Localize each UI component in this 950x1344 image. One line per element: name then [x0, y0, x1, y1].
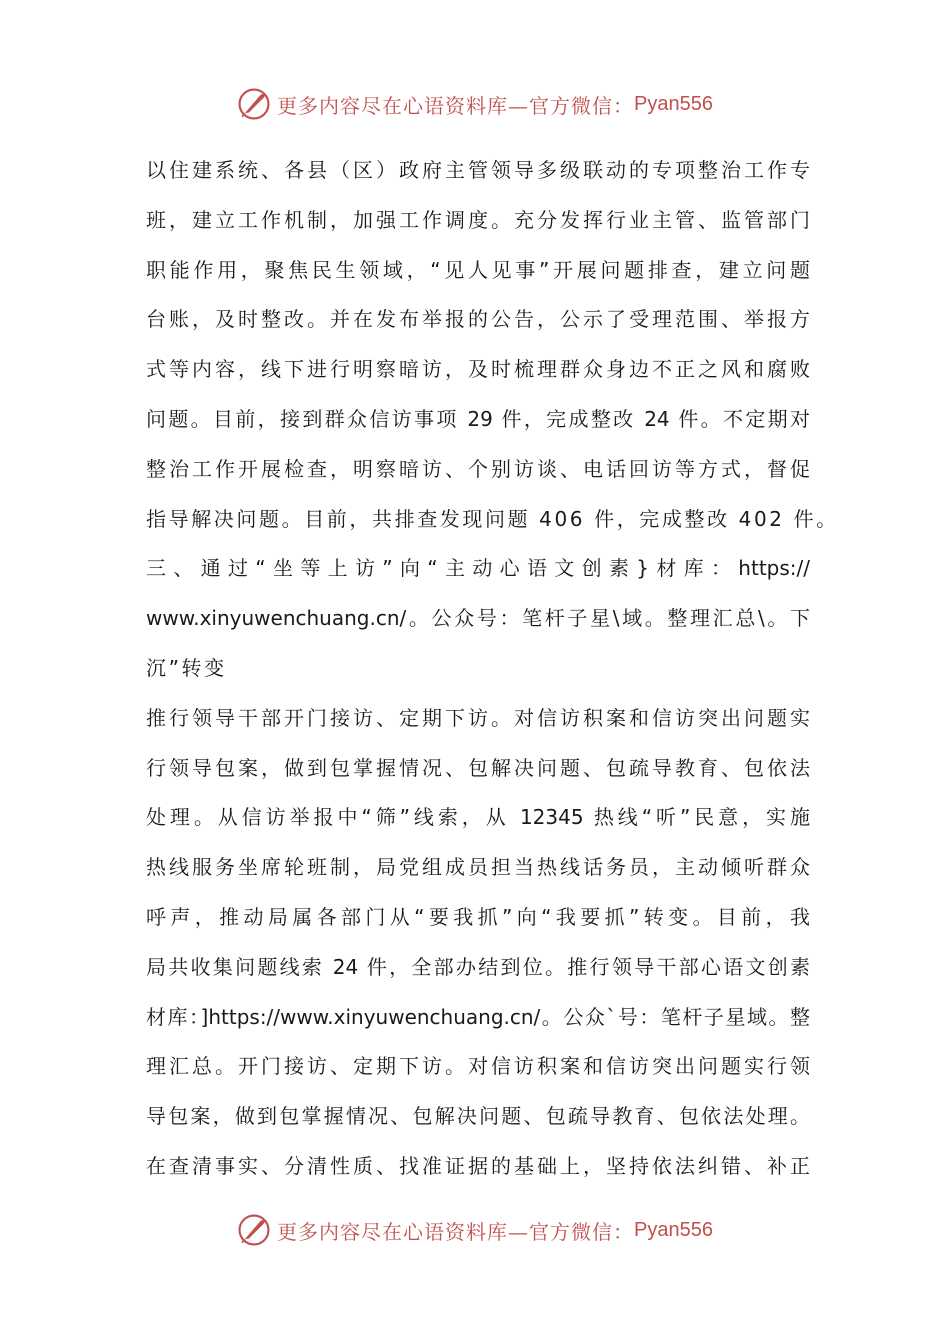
- quill-logo-icon: [237, 87, 271, 121]
- watermark: [237, 87, 713, 121]
- body-line: 整治工作开展检查，明察暗访、个别访谈、电话回访等方式，督促: [146, 456, 810, 481]
- body-line: 台账，及时整改。并在发布举报的公告，公示了受理范围、举报方: [146, 307, 810, 332]
- quill-logo-icon: [237, 1213, 271, 1247]
- body-line: 呼声，推动局属各部门从“要我抓”向“我要抓”转变。目前，我: [146, 904, 810, 929]
- body-line: 材库：]https://www.xinyuwenchuang.cn/。公众`号：笔杆子星域。整: [146, 1004, 810, 1029]
- body-line: 以住建系统、各县（区）政府主管领导多级联动的专项整治工作专: [146, 158, 810, 182]
- watermark-side-text: —官方微信：: [508, 1219, 635, 1244]
- watermark-side-text: —官方微信：: [508, 93, 635, 118]
- body-line: 问题。目前，接到群众信访事项 29 件，完成整改 24 件。不定期对: [146, 406, 810, 431]
- body-line: 行领导包案，做到包掌握情况、包解决问题、包疏导教育、包依法: [146, 755, 810, 780]
- body-line: 班，建立工作机制，加强工作调度。充分发挥行业主管、监管部门: [146, 207, 810, 232]
- section-heading-line: 三、通过“坐等上访”向“主动心语文创素}材库：https://: [146, 556, 810, 581]
- watermark: [237, 1213, 713, 1247]
- body-line: 热线服务坐席轮班制，局党组成员担当热线话务员，主动倾听群众: [146, 855, 810, 880]
- body-line: 推行领导干部开门接访、定期下访。对信访积案和信访突出问题实: [146, 705, 810, 730]
- body-line: 处理。从信访举报中“筛”线索，从 12345 热线“听”民意，实施: [146, 805, 810, 830]
- footer-watermark: [0, 1210, 950, 1250]
- watermark-main-text: 更多内容尽在心语资料库: [277, 1219, 509, 1244]
- body-line: 导包案，做到包掌握情况、包解决问题、包疏导教育、包依法处理。: [146, 1104, 810, 1129]
- watermark-wechat-id: Pyan556: [634, 1218, 713, 1241]
- body-line: 式等内容，线下进行明察暗访，及时梳理群众身边不正之风和腐败: [146, 357, 810, 382]
- body-line: www.xinyuwenchuang.cn/。公众号：笔杆子星\域。整理汇总\。下: [146, 606, 810, 631]
- watermark-wechat-id: Pyan556: [634, 92, 713, 115]
- body-line: 职能作用，聚焦民生领域，“见人见事”开展问题排查，建立问题: [146, 257, 810, 282]
- body-line: 局共收集问题线索 24 件，全部办结到位。推行领导干部心语文创素: [146, 954, 810, 979]
- body-line: 理汇总。开门接访、定期下访。对信访积案和信访突出问题实行领: [146, 1054, 810, 1079]
- body-line: 指导解决问题。目前，共排查发现问题 406 件，完成整改 402 件。: [146, 506, 839, 531]
- body-line: 在查清事实、分清性质、找准证据的基础上，坚持依法纠错、补正: [146, 1153, 810, 1178]
- body-line: 沉”转变: [146, 655, 227, 680]
- watermark-main-text: 更多内容尽在心语资料库: [277, 93, 509, 118]
- document-body: [146, 146, 839, 1192]
- header-watermark: [0, 84, 950, 124]
